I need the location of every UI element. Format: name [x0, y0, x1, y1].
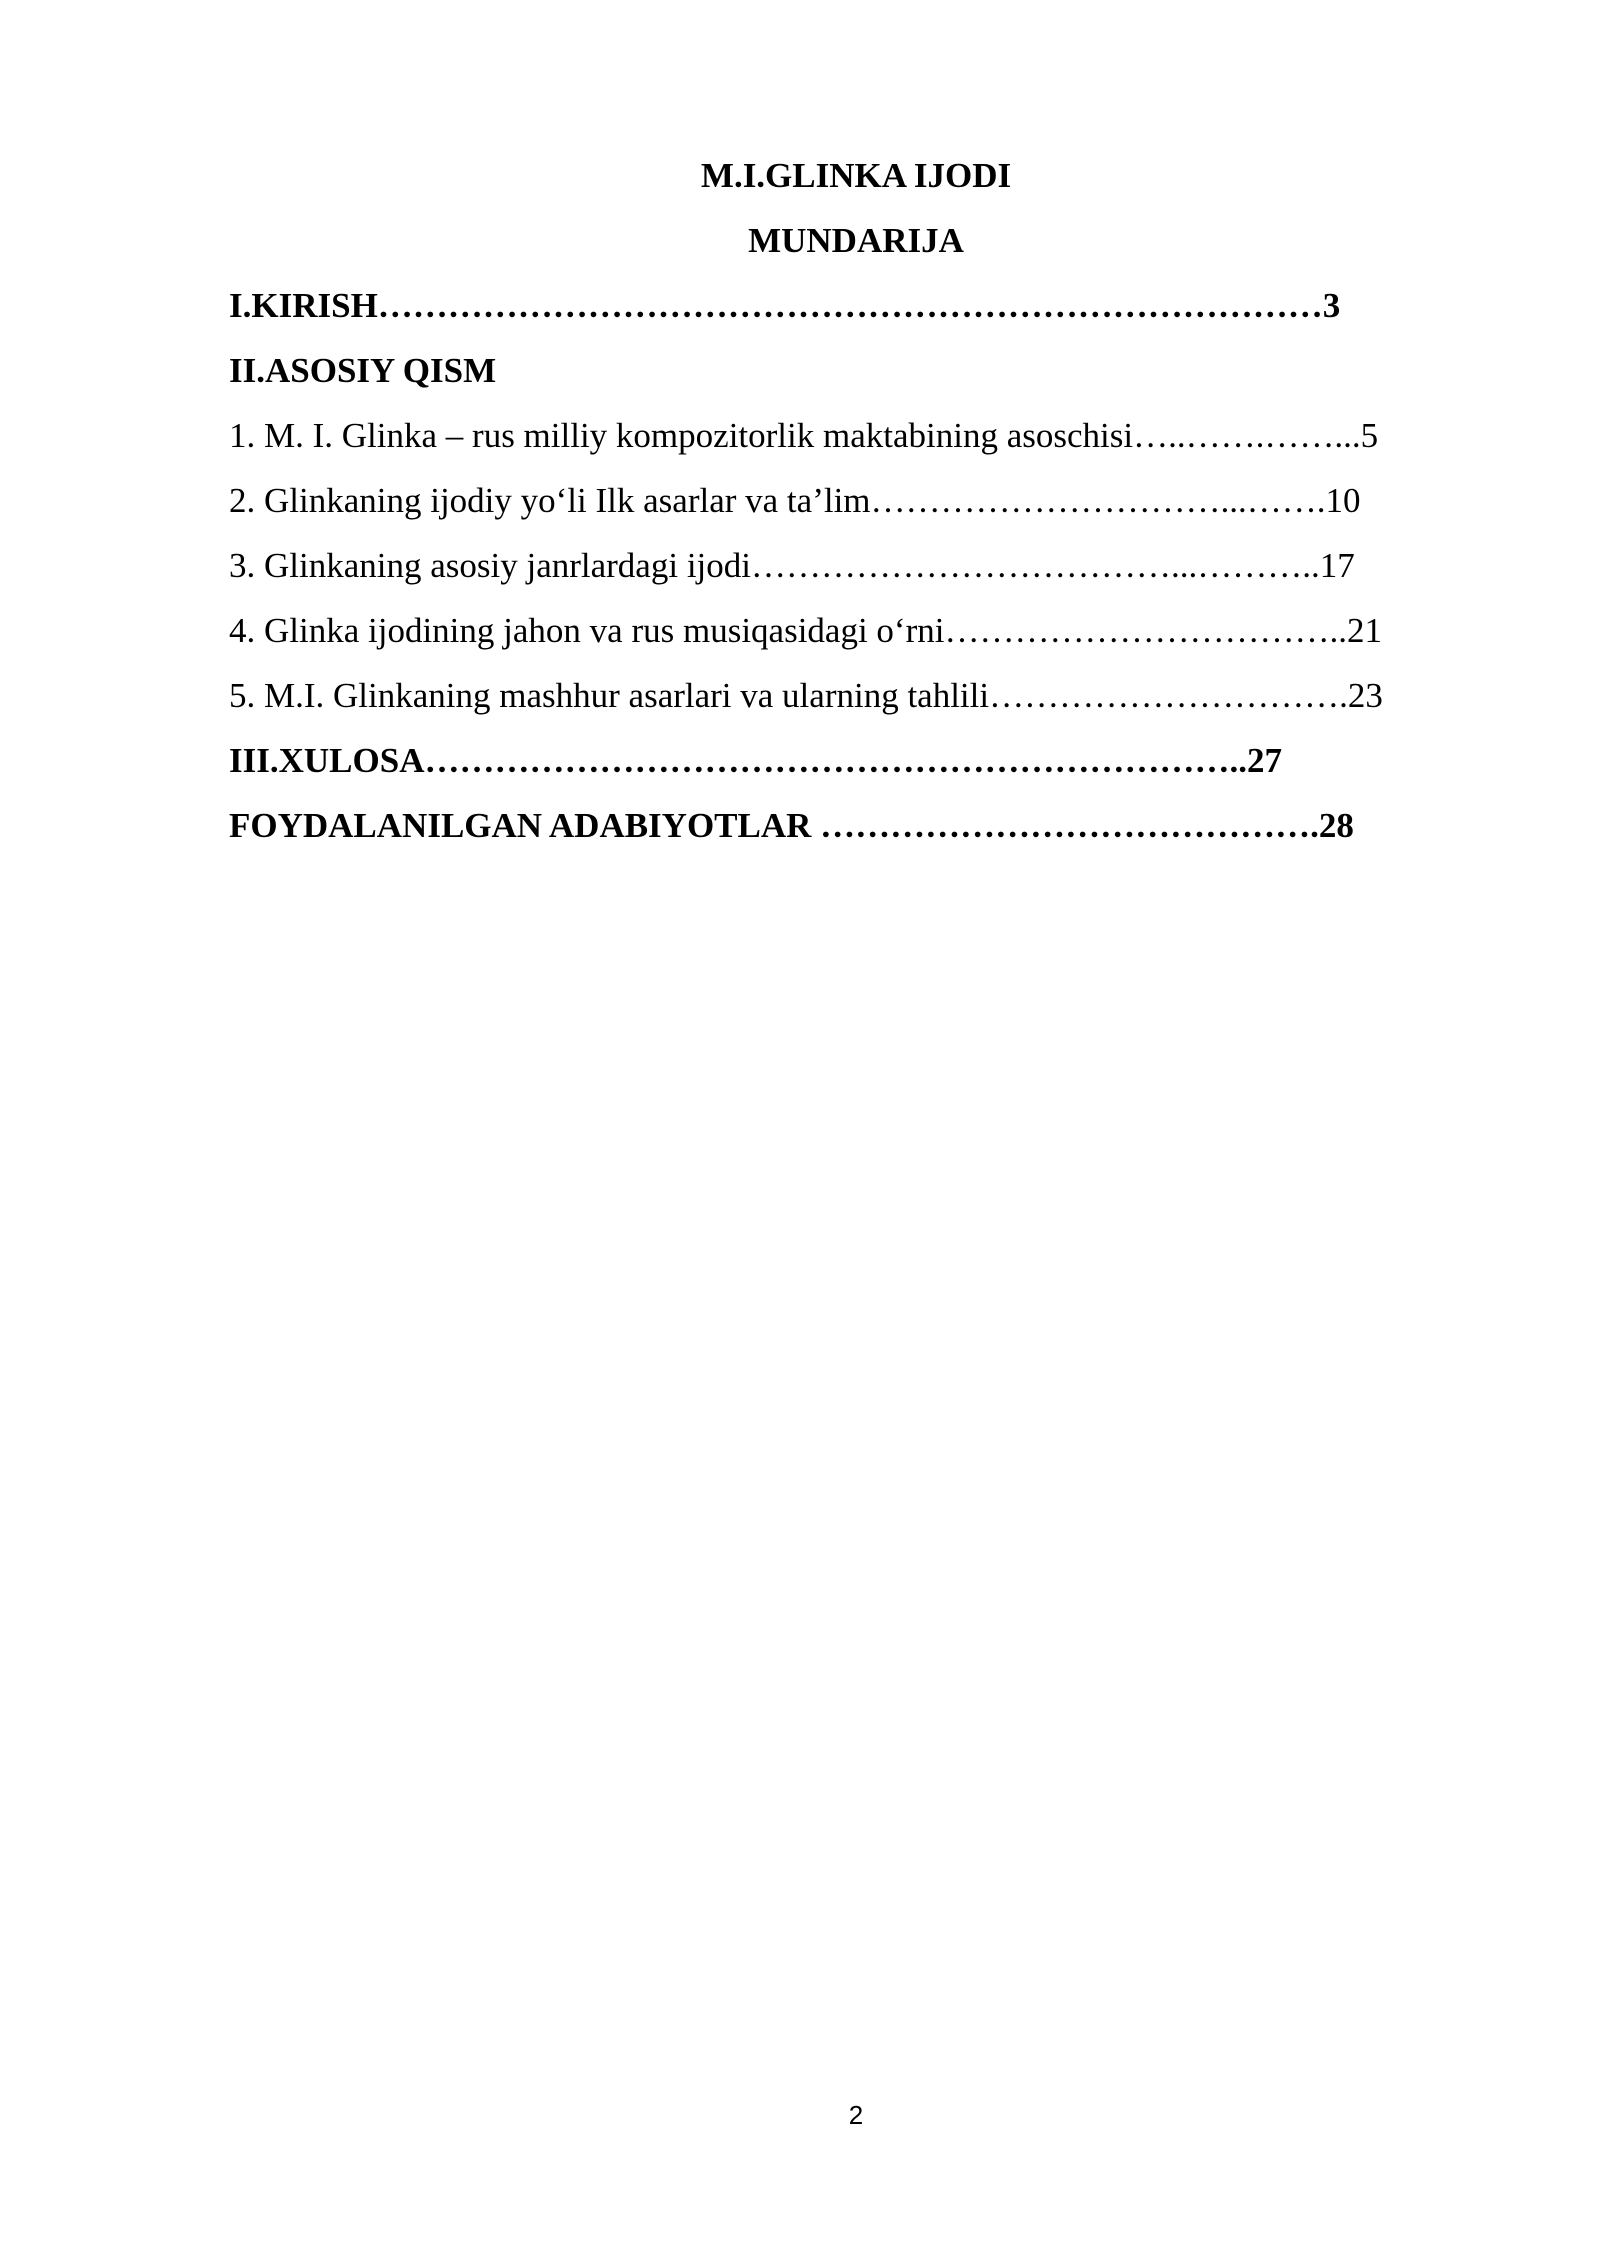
toc-entry-asosiy-qism: II.ASOSIY QISM	[229, 351, 497, 390]
document-title: M.I.GLINKA IJODI	[700, 156, 1012, 195]
toc-entry-xulosa: III.XULOSA……………………………………………………………..27	[229, 741, 1282, 780]
toc-entry-4: 4. Glinka ijodining jahon va rus musiqasidagi o‘rni……………………………..21	[229, 611, 1382, 650]
table-of-contents-heading: MUNDARIJA	[748, 221, 964, 260]
toc-entry-3: 3. Glinkaning asosiy janrlardagi ijodi………………………………...………..17	[229, 546, 1355, 585]
toc-entry-kirish: I.KIRISH………………………………………………………………………3	[229, 286, 1341, 325]
page-number: 2	[848, 2100, 864, 2130]
toc-entry-adabiyotlar: FOYDALANILGAN ADABIYOTLAR …………………………………….28	[229, 806, 1354, 845]
toc-entry-2: 2. Glinkaning ijodiy yo‘li Ilk asarlar va ta’lim…………………………...…….10	[229, 481, 1361, 520]
toc-entry-5: 5. M.I. Glinkaning mashhur asarlari va ularning tahlili………………………….23	[229, 676, 1383, 715]
toc-entry-1: 1. M. I. Glinka – rus milliy kompozitorlik maktabining asoschisi…..…….……...5	[229, 416, 1379, 455]
table-of-contents	[229, 286, 1529, 871]
